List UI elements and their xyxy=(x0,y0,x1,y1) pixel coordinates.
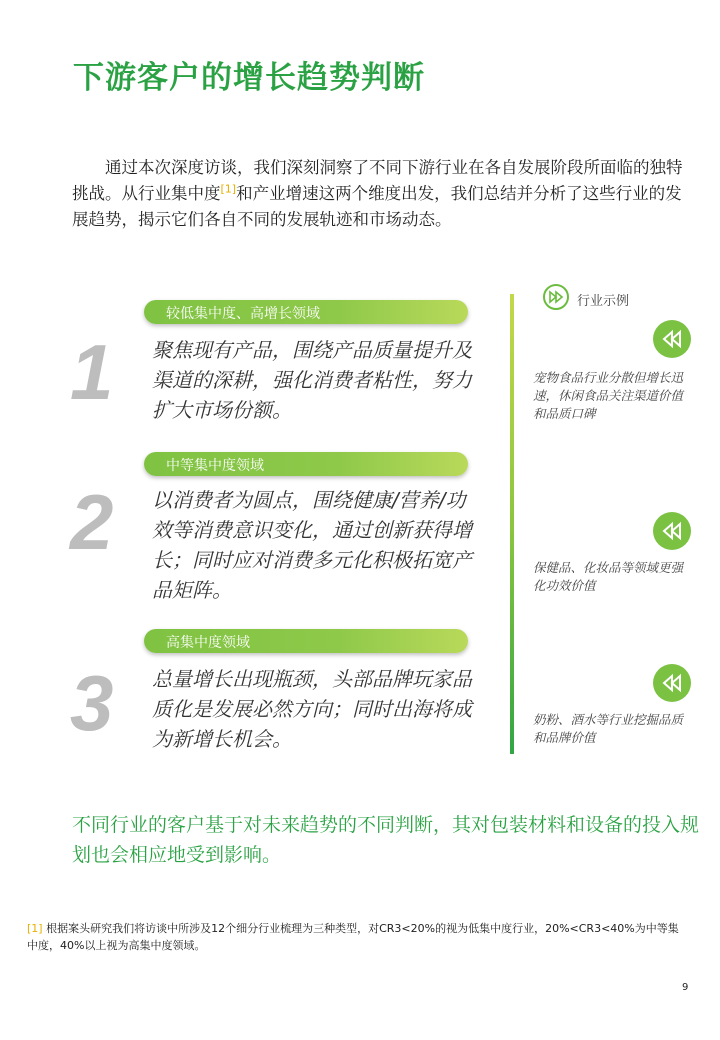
segment-1-example: 宠物食品行业分散但增长迅速，休闲食品关注渠道价值和品质口碑 xyxy=(533,370,684,421)
footnote xyxy=(27,920,687,954)
page-number: 9 xyxy=(682,982,689,993)
double-play-icon xyxy=(543,284,569,310)
rewind-icon xyxy=(653,664,691,702)
timeline-divider xyxy=(510,294,514,754)
segment-2-pill xyxy=(144,452,468,476)
segment-3-pill-label: 高集中度领域 xyxy=(166,635,250,651)
rewind-icon xyxy=(653,320,691,358)
segment-2-example: 保健品、化妆品等领域更强化功效价值 xyxy=(533,560,684,593)
segment-2-number: 2 xyxy=(70,478,114,566)
page-title: 下游客户的增长趋势判断 xyxy=(73,60,425,96)
segment-2-pill-label: 中等集中度领域 xyxy=(166,458,264,474)
segment-1-pill-label: 较低集中度、高增长领域 xyxy=(166,306,320,322)
segment-1-description: 聚焦现有产品，围绕产品质量提升及渠道的深耕，强化消费者粘性，努力扩大市场份额。 xyxy=(152,338,472,422)
segment-3-example: 奶粉、酒水等行业挖掘品质和品牌价值 xyxy=(533,712,684,745)
rewind-icon xyxy=(653,512,691,550)
segment-2-description: 以消费者为圆点，围绕健康/营养/功效等消费意识变化，通过创新获得增长；同时应对消费多元化积极拓宽产品矩阵。 xyxy=(152,488,472,602)
footnote-mark: [1] xyxy=(27,922,43,935)
segment-3-description: 总量增长出现瓶颈，头部品牌玩家品质化是发展必然方向；同时出海将成为新增长机会。 xyxy=(152,667,472,751)
intro-text-part2: 和产业增速这两个维度出发，我们总结并分析了这些行业的发展趋势，揭示它们各自不同的发展轨迹和市场动态。 xyxy=(72,184,682,229)
intro-text-part1: 通过本次深度访谈，我们深刻洞察了不同下游行业在各自发展阶段所面临的独特挑战。从行业集中度 xyxy=(72,158,683,203)
intro-paragraph xyxy=(72,155,692,233)
footnote-reference[interactable]: [1] xyxy=(220,182,237,196)
segment-1-pill xyxy=(144,300,468,324)
segment-3-pill xyxy=(144,629,468,653)
footnote-text: 根据案头研究我们将访谈中所涉及12个细分行业梳理为三种类型，对CR3<20%的视为低集中度行业，20%<CR3<40%为中等集中度，40%以上视为高集中度领域。 xyxy=(27,922,679,952)
segment-3-number: 3 xyxy=(70,659,114,747)
segment-1-number: 1 xyxy=(70,328,114,416)
conclusion-text: 不同行业的客户基于对未来趋势的不同判断，其对包装材料和设备的投入规划也会相应地受到影响。 xyxy=(72,814,700,866)
examples-header: 行业示例 xyxy=(577,294,630,309)
